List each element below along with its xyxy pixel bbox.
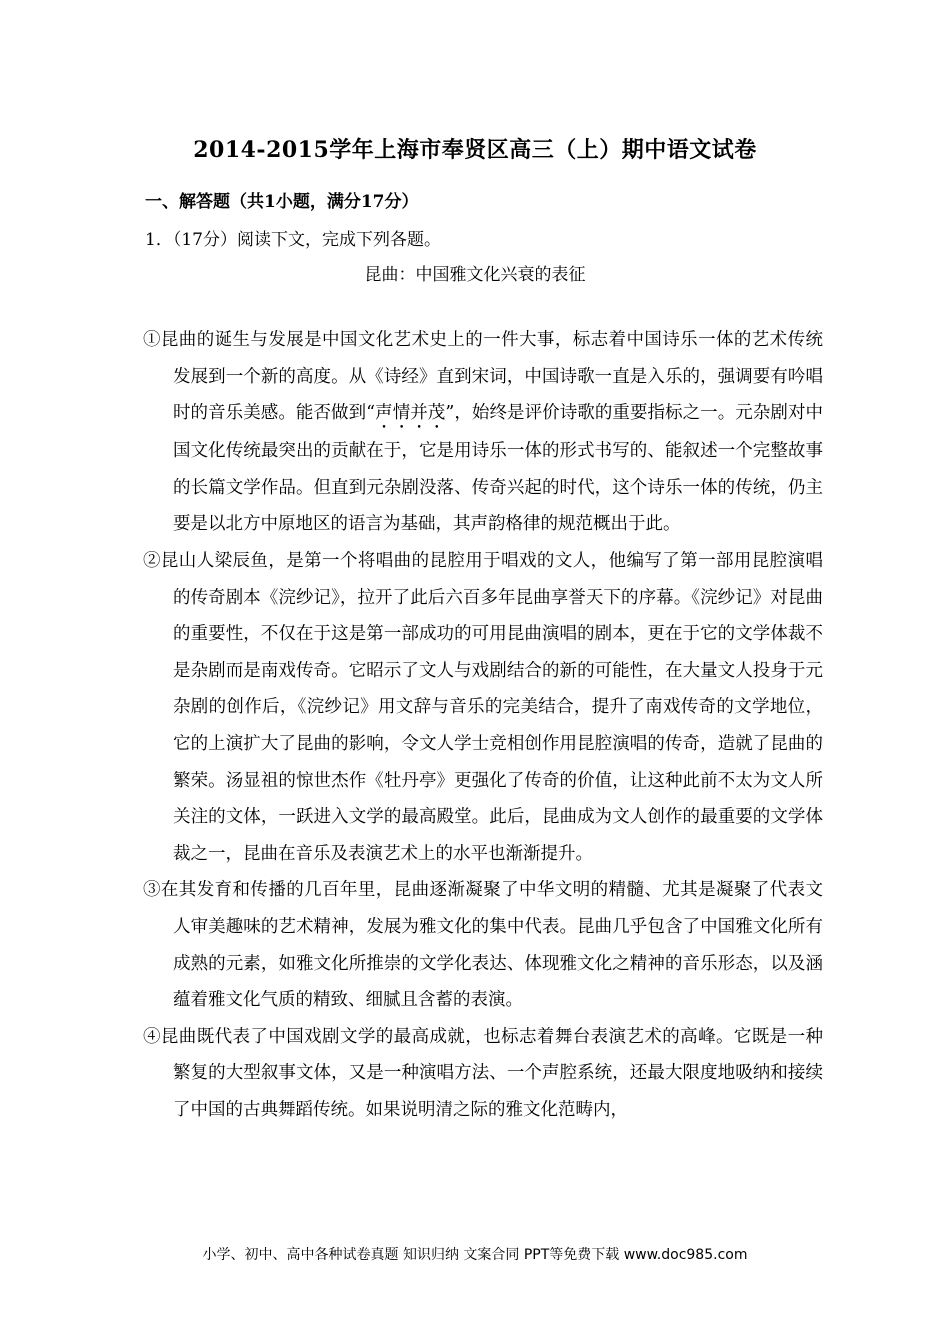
paragraph-3: ③在其发育和传播的几百年里，昆曲逐渐凝聚了中华文明的精髓、尤其是凝聚了代表文人审美趣味的艺术精神，发展为雅文化的集中代表。昆曲几乎包含了中国雅文化所有成熟的元素，如雅文化所推崇的文学化表达、体现雅文化之精神的音乐形态，以及涵蕴着雅文化气质的精致、细腻且含蓄的表演。	[143, 880, 823, 1011]
page-footer: 小学、初中、高中各种试卷真题 知识归纳 文案合同 PPT等免费下载 www.doc985.com	[202, 1247, 748, 1263]
paragraph-1	[143, 322, 823, 543]
paragraph-1-text-after: ”，始终是评价诗歌的重要指标之一。元杂剧对中国文化传统最突出的贡献在于，它是用诗乐一体的形式书写的、能叙述一个完整故事的长篇文学作品。但直到元杂剧没落、传奇兴起的时代，这个诗乐一体的传统，仍主要是以北方中原地区的语言为基础，其声韵格律的规范概出于此。	[173, 403, 824, 535]
page-title: 2014-2015学年上海市奉贤区高三（上）期中语文试卷	[193, 137, 757, 163]
paragraph-2: ②昆山人梁辰鱼，是第一个将唱曲的昆腔用于唱戏的文人，他编写了第一部用昆腔演唱的传奇剧本《浣纱记》，拉开了此后六百多年昆曲享誉天下的序幕。《浣纱记》对昆曲的重要性，不仅在于这是第一部成功的可用昆曲演唱的剧本，更在于它的文学体裁不是杂剧而是南戏传奇。它昭示了文人与戏剧结合的新的可能性，在大量文人投身于元杂剧的创作后，《浣纱记》用文辞与音乐的完美结合，提升了南戏传奇的文学地位，它的上演扩大了昆曲的影响，令文人学士竞相创作用昆腔演唱的传奇，造就了昆曲的繁荣。汤显祖的惊世杰作《牡丹亭》更强化了传奇的价值，让这种此前不太为文人所关注的文体，一跃进入文学的最高殿堂。此后，昆曲成为文人创作的最重要的文学体裁之一，昆曲在音乐及表演艺术上的水平也渐渐提升。	[143, 550, 823, 864]
question-prompt: 1．（17分）阅读下文，完成下列各题。	[145, 230, 441, 250]
passage-body	[143, 322, 823, 1128]
emphasized-phrase: 声情并茂	[375, 403, 446, 424]
section-heading: 一、解答题（共1小题，满分17分）	[145, 192, 419, 212]
paragraph-4: ④昆曲既代表了中国戏剧文学的最高成就，也标志着舞台表演艺术的高峰。它既是一种繁复的大型叙事文体，又是一种演唱方法、一个声腔系统，还最大限度地吸纳和接续了中国的古典舞蹈传统。如果说明清之际的雅文化范畴内，	[143, 1026, 823, 1120]
paragraph-1-text-before: ①昆曲的诞生与发展是中国文化艺术史上的一件大事，标志着中国诗乐一体的艺术传统发展到一个新的高度。从《诗经》直到宋词，中国诗歌一直是入乐的，强调要有吟唱时的音乐美感。能否做到“	[143, 330, 823, 424]
passage-title: 昆曲：中国雅文化兴衰的表征	[364, 265, 586, 285]
